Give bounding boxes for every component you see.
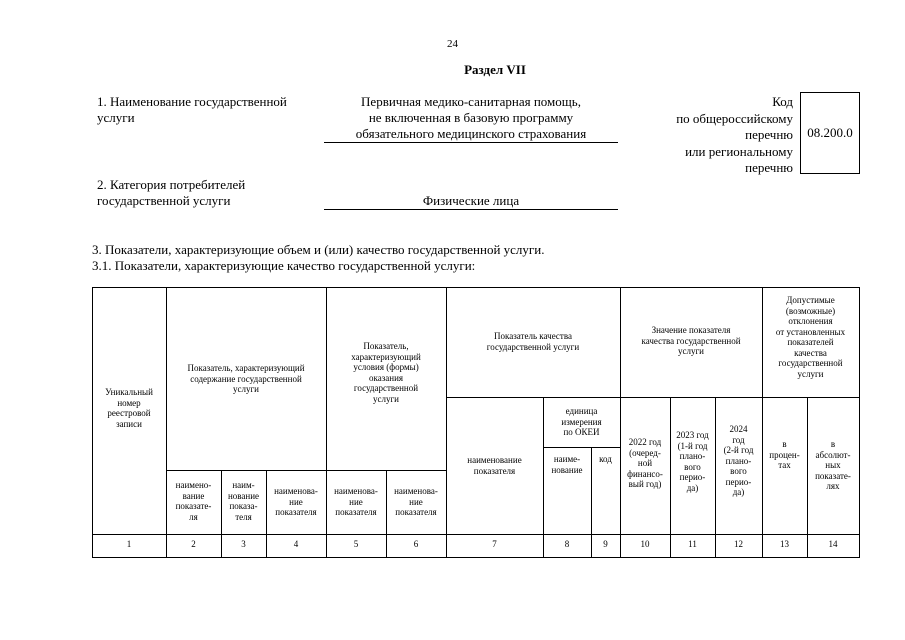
column-number: 2 bbox=[191, 539, 196, 549]
consumers-label-line2: государственной услуги bbox=[97, 193, 231, 208]
okei-unit-header: единица измерения по ОКЕИ bbox=[561, 406, 602, 437]
column-number: 10 bbox=[640, 539, 650, 549]
service-name-value-line1: Первичная медико-санитарная помощь, bbox=[361, 94, 581, 109]
year-2023-header: 2023 год (1-й год плано- вого перио- да) bbox=[676, 430, 709, 493]
code-value: 08.200.0 bbox=[807, 125, 853, 140]
quality-heading: 3.1. Показатели, характеризующие качество государственной услуги: bbox=[92, 258, 476, 273]
code-label-line2: по общероссийскому bbox=[676, 110, 793, 126]
table-line bbox=[446, 287, 447, 558]
unique-number-header: Уникальный номер реестровой записи bbox=[105, 387, 153, 429]
service-name-value-line3: обязательного медицинского страхования bbox=[355, 126, 587, 141]
condition-indicator-header: Показатель, характеризующий условия (формы) оказания государственной услуги bbox=[351, 341, 421, 404]
indicators-heading: 3. Показатели, характеризующие объем и (или) качество государственной услуги. bbox=[92, 242, 545, 257]
indicator-name-header: наименование показателя bbox=[467, 455, 522, 476]
table-line bbox=[446, 397, 859, 398]
sub-header-col2: наимено- вание показате- ля bbox=[175, 480, 212, 522]
column-number: 8 bbox=[564, 539, 570, 549]
column-number: 12 bbox=[734, 539, 743, 549]
service-name-value-line2: не включенная в базовую программу bbox=[368, 110, 574, 125]
sub-header-col4: наименова- ние показателя bbox=[274, 486, 318, 517]
content-indicator-header: Показатель, характеризующий содержание государственной услуги bbox=[187, 363, 305, 394]
service-name-label-line2: услуги bbox=[97, 110, 135, 125]
sub-header-col3: наим- нование показа- теля bbox=[227, 480, 260, 522]
service-name-label-line1: 1. Наименование государственной bbox=[97, 94, 287, 109]
code-label-line5: перечню bbox=[745, 160, 793, 175]
indicator-value-header: Значение показателя качества государственной услуги bbox=[641, 325, 741, 356]
quality-indicator-header: Показатель качества государственной услуги bbox=[486, 331, 580, 352]
column-number: 4 bbox=[293, 539, 299, 549]
page-number: 24 bbox=[447, 38, 458, 50]
column-number: 14 bbox=[828, 539, 838, 549]
okei-code-header: код bbox=[599, 454, 612, 464]
code-label-line4: или региональному bbox=[685, 143, 793, 159]
column-number: 7 bbox=[492, 539, 497, 549]
consumers-label bbox=[97, 177, 245, 209]
column-number: 13 bbox=[780, 539, 789, 549]
table-line bbox=[92, 534, 859, 535]
year-2024-header: 2024 год (2-й год плано- вого перио- да) bbox=[723, 424, 754, 497]
column-number: 5 bbox=[353, 539, 359, 549]
section-title: Раздел VII bbox=[464, 62, 526, 77]
table-line bbox=[92, 557, 859, 558]
in-absolute-header: в абсолют- ных показате- лях bbox=[815, 439, 851, 491]
service-name-label bbox=[97, 94, 287, 126]
quality-indicators-table bbox=[92, 287, 859, 558]
table-line bbox=[543, 447, 620, 448]
in-percent-header: в процен- тах bbox=[769, 439, 800, 470]
code-label-line1: Код bbox=[772, 94, 793, 109]
table-line bbox=[859, 287, 860, 558]
service-name-underline bbox=[324, 142, 618, 143]
consumers-value: Физические лица bbox=[422, 193, 520, 208]
table-line bbox=[92, 287, 859, 288]
code-box bbox=[800, 92, 860, 174]
consumers-underline bbox=[324, 209, 618, 210]
code-label-line3: перечню bbox=[745, 127, 793, 142]
consumers-label-line1: 2. Категория потребителей bbox=[97, 177, 246, 192]
deviations-header: Допустимые (возможные) отклонения от установленных показателей качества государственной услуги bbox=[775, 295, 846, 379]
sub-header-col6: наименова- ние показателя bbox=[394, 486, 438, 517]
service-name-value bbox=[324, 94, 618, 142]
okei-name-header: наиме- нование bbox=[551, 454, 583, 475]
column-number: 3 bbox=[241, 539, 246, 549]
table-line bbox=[166, 470, 446, 471]
year-2022-header: 2022 год (очеред- ной финансо- вый год) bbox=[627, 437, 663, 489]
column-number: 9 bbox=[603, 539, 608, 549]
column-number: 11 bbox=[688, 539, 697, 549]
column-number: 1 bbox=[126, 539, 132, 549]
sub-header-col5: наименова- ние показателя bbox=[334, 486, 378, 517]
column-number: 6 bbox=[413, 539, 419, 549]
code-label bbox=[640, 94, 793, 177]
